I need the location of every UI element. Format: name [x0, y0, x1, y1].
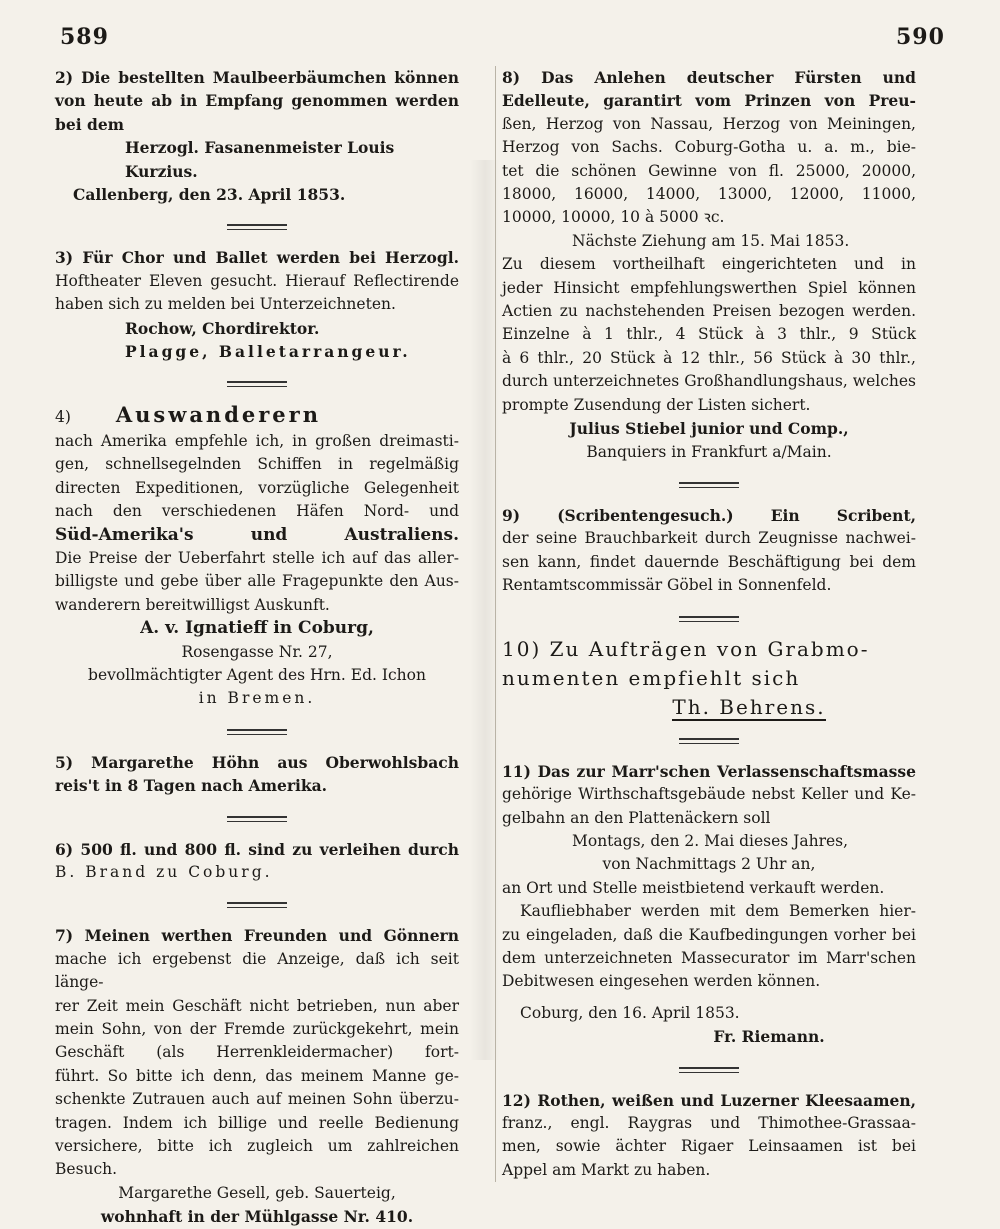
divider-rule — [679, 482, 739, 488]
ad-line: Rentamtscommissär Göbel in Sonnenfeld. — [502, 576, 832, 595]
ad-line: gen, schnellsegelnden Schiffen in regelmäßig — [55, 455, 459, 474]
ad-signer: Julius Stiebel junior und Comp., — [569, 419, 849, 439]
ad-line: der seine Brauchbarkeit durch Zeugnisse nachwei- — [502, 529, 916, 548]
ad-4 — [55, 403, 459, 710]
ad-line: 11) Das zur Marr'schen Verlassenschaftsmasse — [502, 761, 916, 781]
ad-number: 4) — [55, 408, 71, 427]
divider-rule — [679, 616, 739, 622]
ad-line: à 6 thlr., 20 Stück à 12 thlr., 56 Stück à 30 thlr., — [502, 348, 916, 367]
ad-line: Appel am Markt zu haben. — [502, 1160, 711, 1179]
ad-line: tet die schönen Gewinne von fl. 25000, 20000, — [502, 161, 916, 180]
ad-line: 9) (Scribentengesuch.) Ein Scribent, — [502, 505, 916, 525]
divider-rule — [227, 381, 287, 387]
ad-line: sen kann, findet dauernde Beschäftigung bei dem — [502, 552, 916, 571]
ad-line: Hoftheater Eleven gesucht. Hierauf Reflectirende — [55, 271, 459, 290]
ad-line: rer Zeit mein Geschäft nicht betrieben, nun aber — [55, 996, 459, 1015]
ad-line: 7) Meinen werthen Freunden und Gönnern — [55, 926, 459, 946]
ad-line: nach Amerika empfehle ich, in großen dreimasti- — [55, 431, 459, 450]
ad-line: Die Preise der Ueberfahrt stelle ich auf das aller- — [55, 548, 459, 567]
ad-line: 6) 500 fl. und 800 fl. sind zu verleihen durch — [55, 839, 459, 859]
ad-line: prompte Zusendung der Listen sichert. — [502, 395, 811, 414]
ad-line: Geschäft (als Herrenkleidermacher) fort- — [55, 1043, 459, 1062]
ad-6 — [55, 838, 459, 885]
ad-9 — [502, 504, 916, 598]
ad-signer: Banquiers in Frankfurt a/Main. — [586, 442, 832, 461]
ad-line: Edelleute, garantirt vom Prinzen von Preu- — [502, 91, 916, 111]
page-number-right: 590 — [896, 24, 945, 50]
ad-11 — [502, 760, 916, 1049]
ad-line: 2) Die bestellten Maulbeerbäumchen können — [55, 68, 459, 87]
ad-line: Zu diesem vortheilhaft eingerichteten und in — [502, 255, 916, 274]
spacer — [502, 994, 916, 1002]
ad-12 — [502, 1089, 916, 1183]
ad-place-date: Callenberg, den 23. April 1853. — [73, 185, 346, 205]
ad-line: 3) Für Chor und Ballet werden bei Herzogl. — [55, 248, 459, 268]
ad-line: 10) Zu Aufträgen von Grabmo- — [502, 636, 870, 661]
ad-draw-date: Nächste Ziehung am 15. Mai 1853. — [572, 231, 850, 250]
ad-signer: A. v. Ignatieff in Coburg, — [140, 618, 374, 639]
ad-line: versichere, bitte ich zugleich um zahlreichen Besuch. — [55, 1137, 459, 1179]
ad-line: directen Expeditionen, vorzügliche Gelegenheit — [55, 478, 459, 497]
ad-signer: Rosengasse Nr. 27, — [181, 642, 333, 661]
ad-signer: Herzogl. Fasanenmeister Louis Kurzius. — [125, 138, 395, 181]
ad-line: von Nachmittags 2 Uhr an, — [602, 855, 816, 874]
ad-line: schenkte Zutrauen auch auf meinen Sohn überzu- — [55, 1090, 459, 1109]
ad-line: franz., engl. Raygras und Thimothee-Grassaa- — [502, 1114, 916, 1133]
ad-line: von heute ab in Empfang genommen werden — [55, 91, 459, 111]
ad-line: Süd-Amerika's und Australiens. — [55, 524, 459, 545]
right-column — [495, 66, 916, 1182]
ad-signer: wohnhaft in der Mühlgasse Nr. 410. — [100, 1207, 414, 1227]
ad-heading-row — [55, 403, 459, 429]
ad-line: ßen, Herzog von Nassau, Herzog von Meiningen, — [502, 114, 916, 133]
ad-line: haben sich zu melden bei Unterzeichneten. — [55, 295, 396, 314]
ad-line: gelbahn an den Plattenäckern soll — [502, 808, 771, 827]
ad-line: 5) Margarethe Höhn aus Oberwohlsbach — [55, 752, 459, 772]
divider-rule — [679, 738, 739, 744]
page-number-left: 589 — [60, 24, 109, 50]
ad-line: wanderern bereitwilligst Auskunft. — [55, 595, 330, 614]
ad-3 — [55, 246, 459, 363]
ad-line: 10000, 10000, 10 à 5000 ꝛc. — [502, 208, 725, 227]
ad-line: Einzelne à 1 thlr., 4 Stück à 3 thlr., 9 Stück — [502, 325, 916, 344]
ad-8 — [502, 66, 916, 464]
ad-10 — [502, 638, 916, 720]
ad-5 — [55, 751, 459, 798]
ad-line: Actien zu nachstehenden Preisen bezogen werden. — [502, 302, 916, 321]
ad-signer: Fr. Riemann. — [713, 1027, 825, 1047]
ad-line: bei dem — [55, 114, 125, 134]
ad-line: Herzog von Sachs. Coburg-Gotha u. a. m., bie- — [502, 138, 916, 157]
divider-rule — [227, 729, 287, 735]
ad-signer: Plagge, Balletarrangeur. — [125, 342, 411, 362]
ad-signer: bevollmächtigter Agent des Hrn. Ed. Ichon — [88, 665, 426, 684]
ad-line: mache ich ergebenst die Anzeige, daß ich seit länge- — [55, 949, 459, 992]
ad-signer-name: Th. Behrens. — [672, 695, 826, 720]
ad-line: billigste und gebe über alle Fragepunkte den Aus- — [55, 572, 459, 591]
ad-heading: Auswanderern — [115, 402, 321, 428]
ad-line: Kaufliebhaber werden mit dem Bemerken hier- — [520, 902, 916, 921]
ad-line: numenten empfiehlt sich — [502, 665, 801, 690]
ad-line: mein Sohn, von der Fremde zurückgekehrt, mein — [55, 1020, 459, 1038]
ad-line: zu eingeladen, daß die Kaufbedingungen vorher bei — [502, 925, 916, 944]
ad-line: gehörige Wirthschaftsgebäude nebst Keller und Ke- — [502, 785, 916, 804]
ad-line: führt. So bitte ich denn, das meinem Manne ge- — [55, 1066, 459, 1085]
ad-line: an Ort und Stelle meistbietend verkauft werden. — [502, 878, 885, 897]
left-column — [55, 66, 459, 1229]
ad-signer — [502, 696, 916, 719]
ad-line: Montags, den 2. Mai dieses Jahres, — [572, 831, 849, 850]
ad-line: durch unterzeichnetes Großhandlungshaus, welches — [502, 372, 916, 391]
ad-2 — [55, 66, 459, 206]
ad-line: 8) Das Anlehen deutscher Fürsten und — [502, 68, 916, 87]
divider-rule — [227, 816, 287, 822]
ad-line: B. Brand zu Coburg. — [55, 862, 273, 881]
ad-line: Debitwesen eingesehen werden können. — [502, 972, 821, 991]
ad-place-date: Coburg, den 16. April 1853. — [520, 1003, 740, 1022]
ad-line: nach den verschiedenen Häfen Nord- und — [55, 502, 459, 521]
ad-7 — [55, 924, 459, 1228]
ad-line: men, sowie ächter Rigaer Leinsaamen ist bei — [502, 1137, 916, 1156]
ad-line: reis't in 8 Tagen nach Amerika. — [55, 776, 328, 796]
ad-line: dem unterzeichneten Massecurator im Marr'schen — [502, 949, 916, 967]
ad-line: jeder Hinsicht empfehlungswerthen Spiel können — [502, 278, 916, 297]
ad-line: 12) Rothen, weißen und Luzerner Kleesaamen, — [502, 1090, 916, 1110]
ad-line: 18000, 16000, 14000, 13000, 12000, 11000, — [502, 185, 916, 204]
divider-rule — [679, 1067, 739, 1073]
ad-line: tragen. Indem ich billige und reelle Bedienung — [55, 1113, 459, 1132]
divider-rule — [227, 224, 287, 230]
ad-signer: Rochow, Chordirektor. — [125, 318, 320, 338]
ad-signer: Margarethe Gesell, geb. Sauerteig, — [118, 1183, 396, 1202]
ad-signer: in Bremen. — [198, 689, 316, 708]
divider-rule — [227, 902, 287, 908]
